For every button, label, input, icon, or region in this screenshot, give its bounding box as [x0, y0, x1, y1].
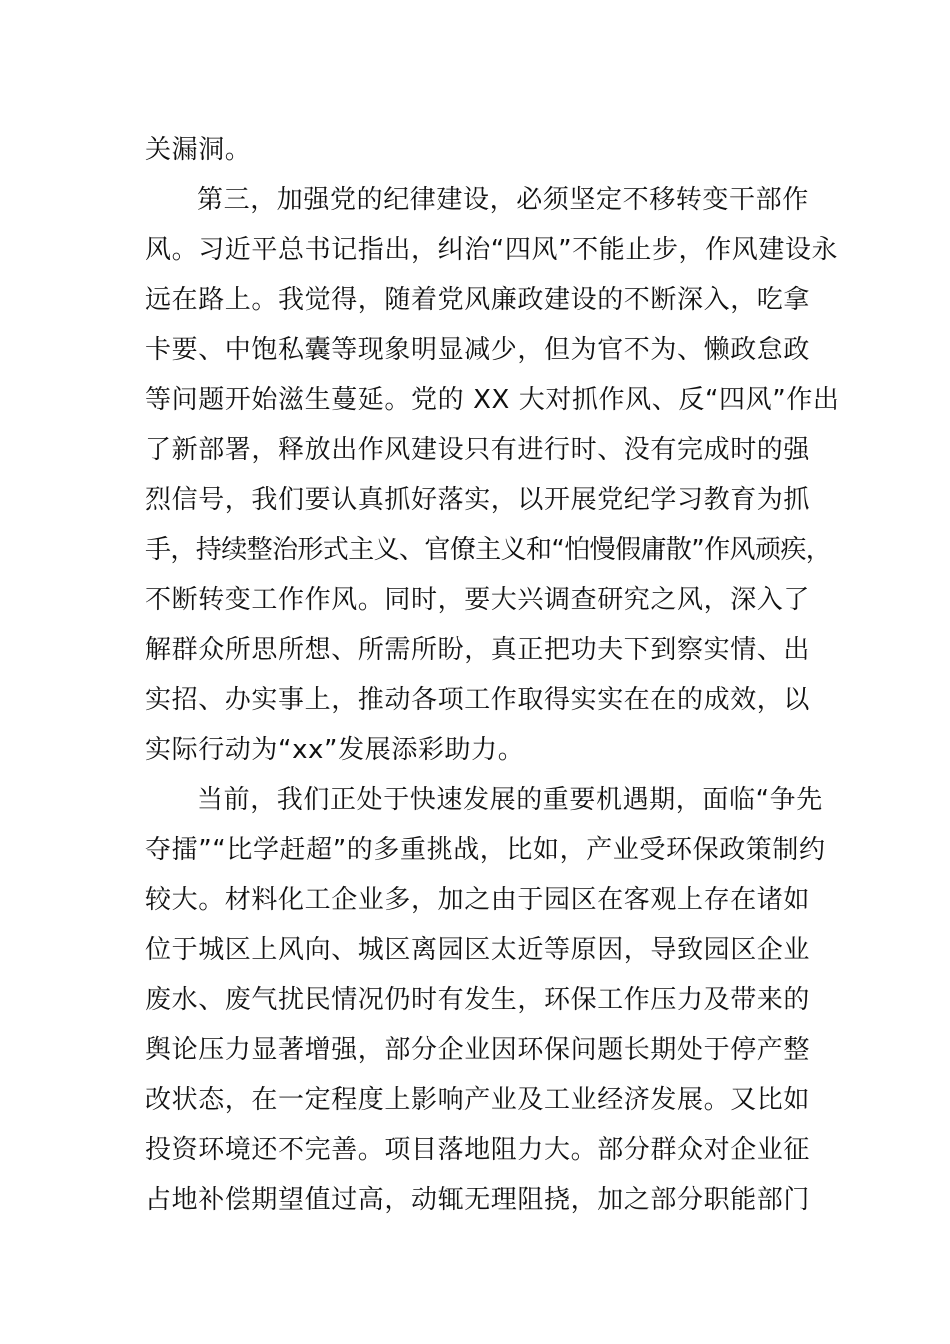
text-line-13: 实际行动为“xx”发展添彩助力。: [145, 735, 525, 765]
text-line-5: 卡要、中饱私囊等现象明显减少，但为官不为、懒政怠政: [145, 335, 811, 365]
text-line-12: 实招、办实事上，推动各项工作取得实实在在的成效，以: [145, 685, 811, 715]
text-line-18: 废水、废气扰民情况仍时有发生，环保工作压力及带来的: [145, 985, 811, 1015]
text-line-1: 关漏洞。: [145, 135, 252, 165]
text-line-7: 了新部署，释放出作风建设只有进行时、没有完成时的强: [145, 435, 811, 465]
text-line-10: 不断转变工作作风。同时，要大兴调查研究之风，深入了: [145, 585, 811, 615]
text-line-3: 风。习近平总书记指出，纠治“四风”不能止步，作风建设永: [145, 235, 839, 265]
text-line-4: 远在路上。我觉得，随着党风廉政建设的不断深入，吃拿: [145, 285, 811, 315]
text-line-8: 烈信号，我们要认真抓好落实，以开展党纪学习教育为抓: [145, 485, 811, 515]
text-line-22: 占地补偿期望值过高，动辄无理阻挠，加之部分职能部门: [145, 1185, 811, 1215]
text-line-15: 夺擂”“比学赶超”的多重挑战，比如，产业受环保政策制约: [145, 835, 826, 865]
text-line-19: 舆论压力显著增强，部分企业因环保问题长期处于停产整: [145, 1035, 811, 1065]
text-line-20: 改状态，在一定程度上影响产业及工业经济发展。又比如: [145, 1085, 811, 1115]
text-line-21: 投资环境还不完善。项目落地阻力大。部分群众对企业征: [145, 1135, 811, 1165]
text-line-17: 位于城区上风向、城区离园区太近等原因，导致园区企业: [145, 935, 811, 965]
text-line-14: 当前，我们正处于快速发展的重要机遇期，面临“争先: [197, 785, 823, 815]
text-line-16: 较大。材料化工企业多，加之由于园区在客观上存在诸如: [145, 885, 811, 915]
text-line-6: 等问题开始滋生蔓延。党的 XX 大对抓作风、反“四风”作出: [145, 385, 840, 415]
text-line-2: 第三，加强党的纪律建设，必须坚定不移转变干部作: [197, 185, 809, 215]
text-line-11: 解群众所思所想、所需所盼，真正把功夫下到察实情、出: [145, 635, 811, 665]
text-line-9: 手，持续整治形式主义、官僚主义和“怕慢假庸散”作风顽疾，: [145, 535, 832, 565]
